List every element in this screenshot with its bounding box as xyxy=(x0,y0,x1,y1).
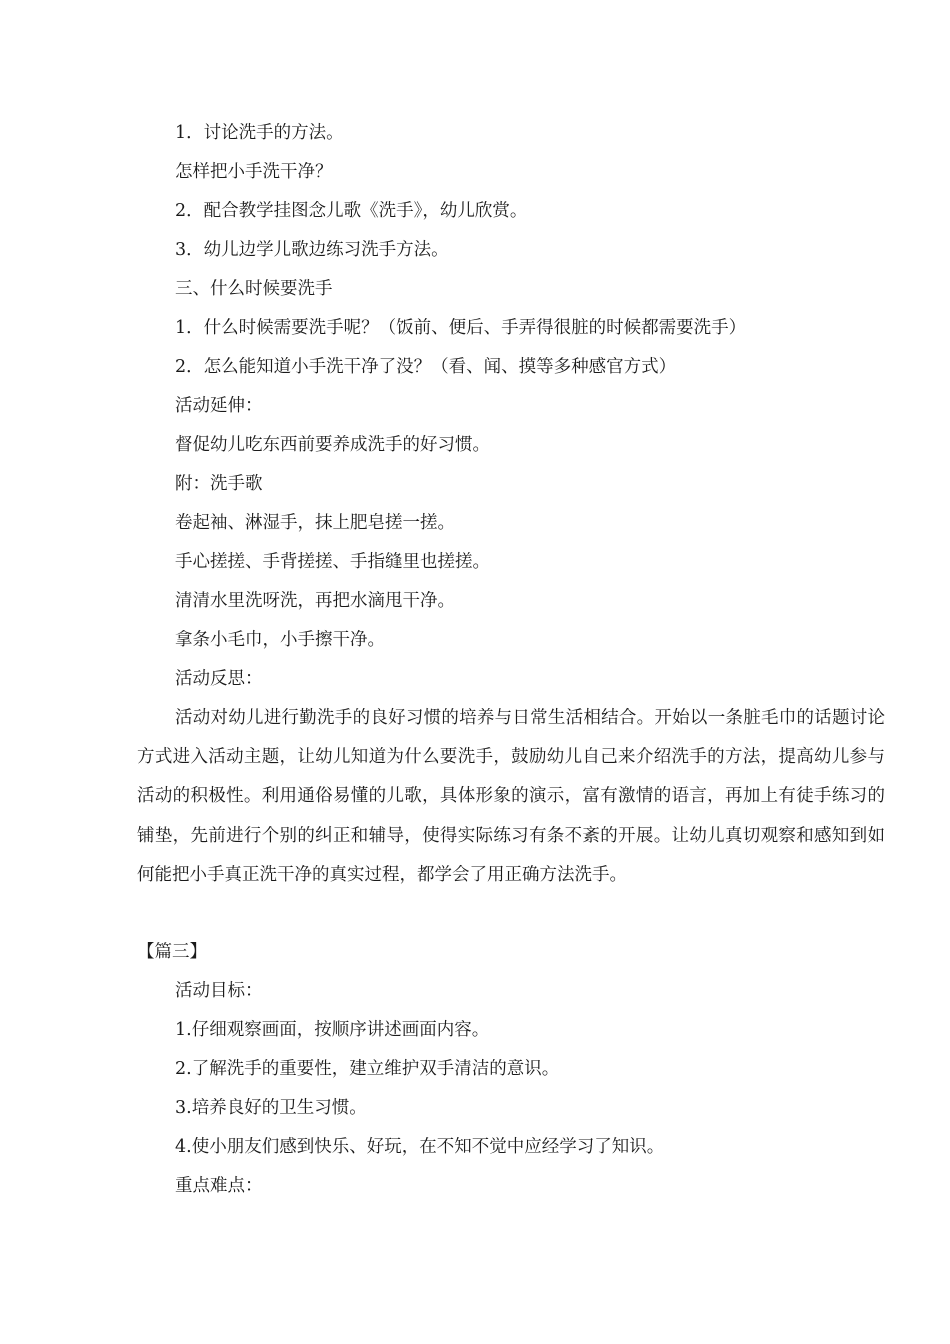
song-line-4: 拿条小毛巾，小手擦干净。 xyxy=(175,630,385,650)
part3-item-1: 1．什么时候需要洗手呢？（饭前、便后、手弄得很脏的时候都需要洗手） xyxy=(175,318,747,338)
section-three-title: 【篇三】 xyxy=(137,942,207,962)
key-points-label: 重点难点： xyxy=(175,1176,263,1196)
step-discuss-handwashing: 1．讨论洗手的方法。 xyxy=(175,123,344,143)
goal-item-4: 4.使小朋友们感到快乐、好玩，在不知不觉中应经学习了知识。 xyxy=(175,1137,665,1157)
reflection-label: 活动反思： xyxy=(175,669,263,689)
question-how-to-wash: 怎样把小手洗干净？ xyxy=(175,162,333,182)
goal-item-3: 3.培养良好的卫生习惯。 xyxy=(175,1098,367,1118)
song-line-3: 清清水里洗呀洗，再把水滴甩干净。 xyxy=(175,591,455,611)
goal-item-1: 1.仔细观察画面，按顺序讲述画面内容。 xyxy=(175,1020,490,1040)
part3-heading: 三、什么时候要洗手 xyxy=(175,279,333,299)
step-recite-rhyme: 2．配合教学挂图念儿歌《洗手》，幼儿欣赏。 xyxy=(175,201,528,221)
song-line-2: 手心搓搓、手背搓搓、手指缝里也搓搓。 xyxy=(175,552,490,572)
step-practice-washing: 3．幼儿边学儿歌边练习洗手方法。 xyxy=(175,240,449,260)
reflection-paragraph: 活动对幼儿进行勤洗手的良好习惯的培养与日常生活相结合。开始以一条脏毛巾的话题讨论方式进入活动主题，让幼儿知道为什么要洗手，鼓励幼儿自己来介绍洗手的方法，提高幼儿参与活动的积极性。利用通俗易懂的儿歌，具体形象的演示，富有激情的语言，再加上有徒手练习的铺垫，先前进行个别的纠正和辅导，使得实际练习有条不紊的开展。让幼儿真切观察和感知到如何能把小手真正洗干净的真实过程，都学会了用正确方法洗手。 xyxy=(137,708,885,885)
song-label: 附：洗手歌 xyxy=(175,474,263,494)
goal-item-2: 2.了解洗手的重要性，建立维护双手清洁的意识。 xyxy=(175,1059,560,1079)
extension-label: 活动延伸： xyxy=(175,396,263,416)
song-line-1: 卷起袖、淋湿手，抹上肥皂搓一搓。 xyxy=(175,513,455,533)
part3-item-2: 2．怎么能知道小手洗干净了没？（看、闻、摸等多种感官方式） xyxy=(175,357,677,377)
goals-label: 活动目标： xyxy=(175,981,263,1001)
extension-text: 督促幼儿吃东西前要养成洗手的好习惯。 xyxy=(175,435,490,455)
